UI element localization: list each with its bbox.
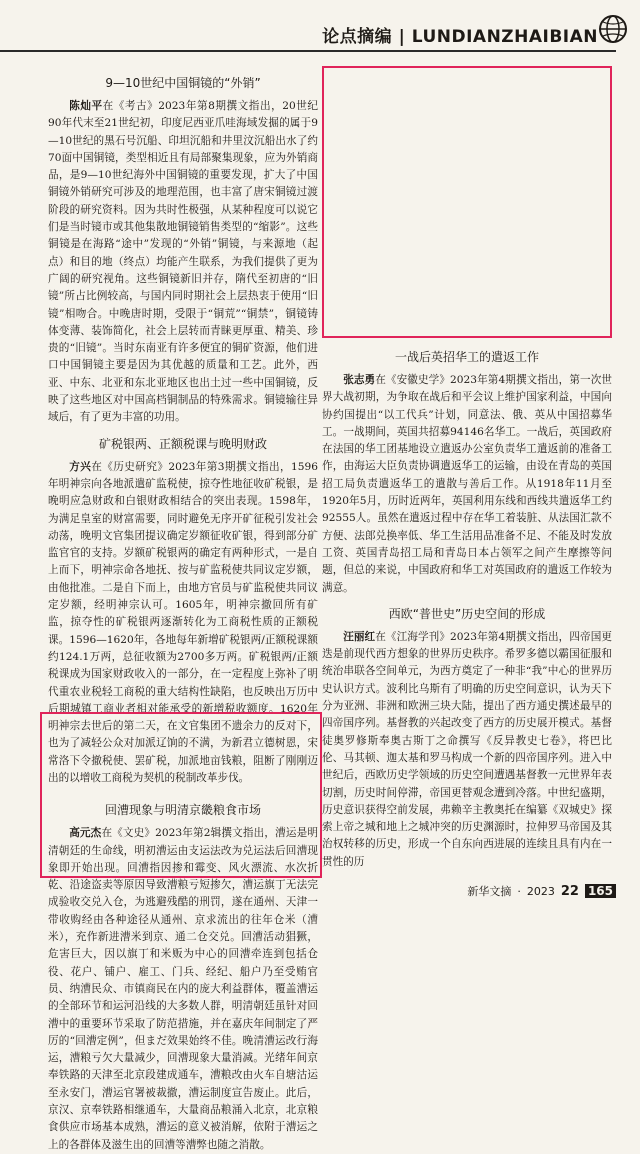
article-body: 陈灿平在《考古》2023年第8期撰文指出，20世纪90年代末至21世纪初，印度尼西亚爪哇海域发掘的属于9—10世纪的黑石号沉船、印坦沉船和井里汶沉船出水了约70面中国铜镜，类型相近且有局部聚集现象，应为外销商品，是9—10世纪海外中国铜镜的重要发现，扩大了中国铜镜外销研究可涉及的地理范围，也丰富了唐宋铜镜过渡阶段的研究资料。因为共时性极强，从某种程度可以说它们是当时镜市或其他集散地铜镜销售类型的“缩影”。这些铜镜是在海路“途中”发现的“外销”铜镜，与来源地（起点）和目的地（终点）均能产生联系，为我们提供了更为广阔的研究视角。这些铜镜新旧并存，隋代至初唐的“旧镜”所占比例较高，与国内同时期社会上层热衷于使用“旧镜”相吻合。中晚唐时期，受限于“铜荒”“铜禁”，铜镜铸体变薄、装饰简化，社会上层转而青睐更厚重、精美、珍贵的“旧镜”。当时东南亚有许多便宜的铜矿资源，他们进口中国铜镜主要是因为其优越的质量和工艺。此外，西亚、中东、北亚和东北亚地区也出土过一些中国铜镜，反映了这些地区对中国高档铜制品的特殊需求。铜镜输往异域后，有了更为丰富的功用。 xyxy=(48,100,318,424)
article-body: 高元杰在《文史》2023年第2辑撰文指出，漕运是明清朝廷的生命线，明初漕运由支运法改为兑运法后回漕现象即开始出现。回漕指因掺和霉变、风火漂流、水次折乾、沿途盗卖等原因导致漕粮亏短掺欠，漕运旗丁无法完成验收交兑入仓，为逃避残酷的刑罚，遂在通州、天津一带收购经由各种途径从通州、京求流出的往年仓米（漕米），充作新进漕米到京、通二仓交兑。回漕活动猖獗，危害巨大，因以旗丁和米贩为中心的回漕牵连到包括仓役、花户、铺户、雇工、门兵、经纪、船户乃至受贿官员、纳漕民众、市镇商民在内的庞大利益群体，覆盖漕运的全部环节和运河沿线的大多数人群，明清朝廷虽针对回漕中的重要环节采取了防范措施，并在嘉庆年间制定了严厉的“回漕定例”，但まだ效果始终不佳。晚清漕运改行海运，漕粮亏欠大量减少，回漕现象大量消减。光绪年间京奉铁路的天津至北京段建成通车，漕粮改由火车自塘沽运至永安门，漕运官署被裁撤，漕运制度宣告废止。此后，京汉、京奉铁路相继通车，大量商品粮涌入北京，北京粮食供应市场基本成熟，漕运的意义被消解，依附于漕运之上的各群体及滋生出的回漕等漕弊也随之消散。 xyxy=(48,827,319,1151)
author-name: 高元杰 xyxy=(69,827,102,840)
issue-number: 22 xyxy=(560,883,579,899)
page-footer: 新华文摘 · 2023 22 165 xyxy=(467,881,616,901)
right-column xyxy=(322,340,612,871)
article-heading: 回漕现象与明清京畿粮食市场 xyxy=(104,803,261,818)
publication-year: 2023 xyxy=(526,884,555,898)
left-column xyxy=(48,66,318,1154)
author-name: 汪丽红 xyxy=(343,630,376,643)
highlight-box-left xyxy=(40,712,322,878)
header-rule xyxy=(0,50,616,52)
highlight-box-right xyxy=(322,66,612,338)
globe-icon xyxy=(598,14,628,44)
article-body: 方兴在《历史研究》2023年第3期撰文指出，1596年明神宗向各地派遣矿监税使，掠夺性地征收矿税银，是晚明应急财政和白银财政相结合的突出表现。1598年，为满足皇室的财富需要，同时避免无序开矿征税引发社会动荡，晚明文官集团提议确定岁额征收矿银，得到部分矿监官官的支持。岁额矿税银两的确定有两种形式，一是自上而下，明神宗命各地抚、按与矿监税使共同议定岁额，由他批准。二是自下而上，由地方官员与矿监税使共同议定岁额，经明神宗认可。1605年，明神宗撤回所有矿监，掠夺性的矿税银两逐渐转化为工商税性质的正额税课。1596—1620年，各地每年新增矿税银两/正额税课额约124.1万两，总征收额为2700多万两。矿税银两/正额税课成为国家财政收入的一部分，在一定程度上弥补了明代重农业税轻工商税的重大结构性缺陷，也反映出万历中后期城镇工商业者相对能承受的新增税收额度。1620年明神宗去世后的第二天，在文官集团不遗余力的反对下，也为了减轻公众对加派辽饷的不满，为新君立德树恩，宋常洛下令撤税使、罢矿税，加派地亩钱粮，阻断了刚刚迈出的以增收工商税为契机的税制改革步伐。 xyxy=(48,460,318,784)
page-header xyxy=(0,0,640,64)
author-name: 陈灿平 xyxy=(69,100,103,112)
article-body: 汪丽红在《江海学刊》2023年第4期撰文指出，四帝国更迭是前现代西方想象的世界历史秩序。希罗多德以霸国征服和统治串联各空间单元，为西方奠定了一种非“我”中心的世界历史认识方式。波利比乌斯有了明确的历史空间意识，认为天下分为亚洲、非洲和欧洲三块大陆，提出了西方通史撰述最早的四帝国序列。基督教的兴起改变了西方的历史展开模式。基督徒奥罗修斯奉奥古斯丁之命撰写《反异教史七卷》，将巴比伦、马其顿、迦太基和罗马构成一个新的四帝国序列。进入中世纪后，西欧历史学领域的历史空间遭遇基督教一元世界年表切割，历史时间停滞，帝国更替观念遭到冷落。中世纪盛期，历史意识获得空前发展，弗赖辛主教奥托在编纂《双城史》探索上帝之城和地上之城冲突的历史渊源时，拉伸罗马帝国及其治权转移的历史，形成一个自东向西进展的连续且具有内在一贯性的历 xyxy=(322,630,613,868)
article-body: 张志勇在《安徽史学》2023年第4期撰文指出，第一次世界大战初期，为争取在战后和平会议上维护国家利益，中国向协约国提出“以工代兵”计划，同意法、俄、英从中国招募华工。一战期间，英国共招募94146名华工。一战后，英国政府在法国的华工团基地设立遣返办公室负责华工遣返前的准备工作，由海运大臣负责协调遣返华工的运输，由设在青岛的英国招工局负责遣返华工的遣散与善后工作。从1918年11月至1920年5月，历时近两年，英国利用东线和西线共遣返华工约92555人。虽然在遣返过程中存在华工着装脏、从法国汇款不方便、法郎兑换率低、华工生活用品准备不足、不能及时发放工资、英国青岛招工局和青岛日本占领军之间产生摩擦等问题，但总的来说，中国政府和华工对英国政府的遣返工作较为满意。 xyxy=(322,374,613,594)
article-heading: 一战后英招华工的遣返工作 xyxy=(394,350,539,364)
publication-name: 新华文摘 xyxy=(467,885,512,898)
article-heading: 9—10世纪中国铜镜的“外销” xyxy=(105,76,261,90)
section-title: 论点摘编 | LUNDIANZHAIBIAN xyxy=(322,27,598,47)
page-number: 165 xyxy=(585,884,616,898)
author-name: 方兴 xyxy=(69,460,92,473)
article-heading: 西欧“普世史”历史空间的形成 xyxy=(388,606,546,621)
article-heading: 矿税银两、正额税课与晚明财政 xyxy=(98,436,267,451)
author-name: 张志勇 xyxy=(343,374,376,386)
